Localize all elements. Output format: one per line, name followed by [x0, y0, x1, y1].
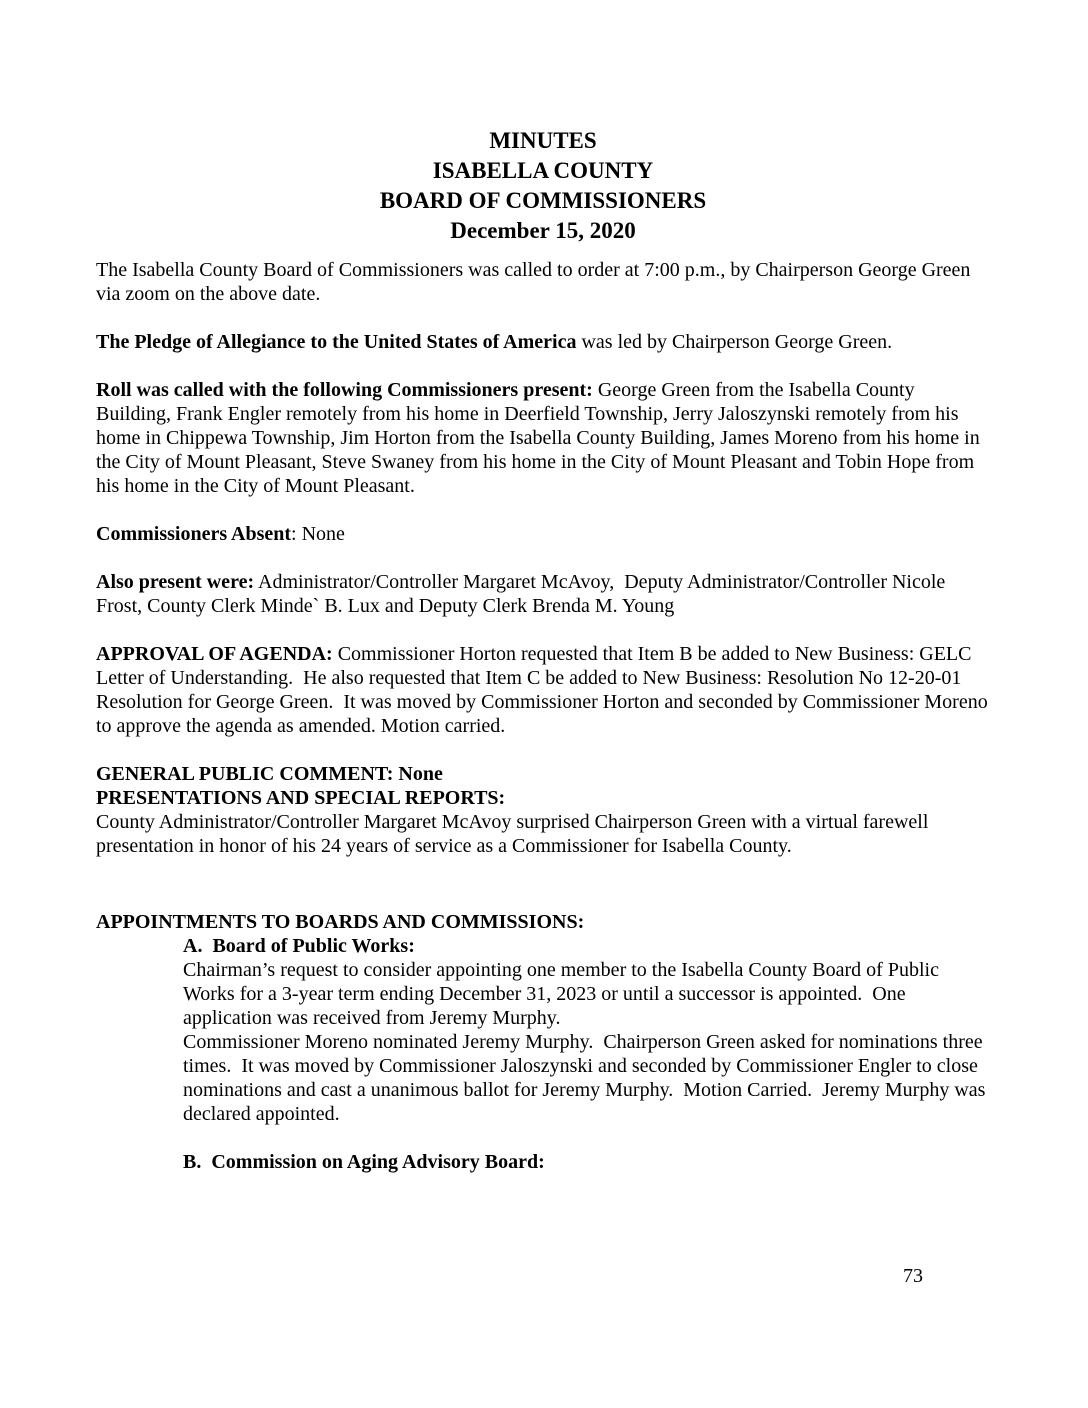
- approval-of-agenda-paragraph: [96, 642, 993, 738]
- approval-of-agenda-lead: APPROVAL OF AGENDA:: [96, 643, 333, 665]
- pledge-text: was led by Chairperson George Green.: [576, 331, 893, 353]
- also-present-text: Administrator/Controller Margaret McAvoy, Deputy Administrator/Controller Nicole Frost, County Clerk Minde` B. Lux and Deputy Clerk Brenda M. Young: [96, 571, 951, 617]
- presentations-heading: PRESENTATIONS AND SPECIAL REPORTS:: [96, 787, 506, 809]
- presentations-paragraph: County Administrator/Controller Margaret McAvoy surprised Chairperson Green with a virtual farewell presentation in honor of his 24 years of service as a Commissioner for Isabella County.: [96, 811, 934, 857]
- pledge-paragraph: [96, 330, 990, 354]
- commissioners-absent-text: : None: [291, 523, 345, 545]
- commissioners-absent-paragraph: [96, 522, 990, 546]
- item-a-heading: A. Board of Public Works:: [183, 935, 415, 957]
- call-to-order-paragraph: The Isabella County Board of Commissioners was called to order at 7:00 p.m., by Chairperson George Green via zoom on the above date.: [96, 259, 976, 305]
- item-a-paragraph-2: Commissioner Moreno nominated Jeremy Murphy. Chairperson Green asked for nominations three times. It was moved by Commissioner Jaloszynski and seconded by Commissioner Engler to close nominations and cast a unanimous ballot for Jeremy Murphy. Motion Carried. Jeremy Murphy was declared appointed.: [183, 1031, 991, 1125]
- roll-call-text: George Green from the Isabella County Building, Frank Engler remotely from his home in Deerfield Township, Jerry Jaloszynski remotely from his home in Chippewa Township, Jim Horton from the Isabella County Building, James Moreno from his home in the City of Mount Pleasant, Steve Swaney from his home in the City of Mount Pleasant and Tobin Hope from his home in the City of Mount Pleasant.: [96, 379, 985, 497]
- title-line-county: ISABELLA COUNTY: [432, 158, 654, 183]
- roll-call-paragraph: [96, 378, 990, 498]
- title-line-board: BOARD OF COMMISSIONERS: [379, 188, 707, 213]
- general-public-comment-heading: GENERAL PUBLIC COMMENT: None: [96, 763, 443, 785]
- approval-of-agenda-text: Commissioner Horton requested that Item B be added to New Business: GELC Letter of Understanding. He also requested that Item C be added to New Business: Resolution No 12-20-01 Resolution for George Green. It was moved by Commissioner Horton and seconded by Commissioner Moreno to approve the agenda as amended. Motion carried.: [96, 643, 993, 737]
- title-line-minutes: MINUTES: [489, 128, 597, 153]
- page-number: 73: [903, 1265, 923, 1287]
- document-title: [96, 126, 990, 246]
- appointments-items: [183, 934, 990, 1174]
- title-line-date: December 15, 2020: [450, 218, 636, 243]
- also-present-lead: Also present were:: [96, 571, 255, 593]
- item-b-heading: B. Commission on Aging Advisory Board:: [183, 1151, 545, 1173]
- item-a-paragraph-1: Chairman’s request to consider appointing one member to the Isabella County Board of Public Works for a 3-year term ending December 31, 2023 or until a successor is appointed. One application was received from Jeremy Murphy.: [183, 959, 944, 1029]
- appointments-heading: APPOINTMENTS TO BOARDS AND COMMISSIONS:: [96, 911, 585, 933]
- commissioners-absent-lead: Commissioners Absent: [96, 523, 292, 545]
- also-present-paragraph: [96, 570, 990, 618]
- pledge-lead: The Pledge of Allegiance to the United States of America: [96, 331, 577, 353]
- roll-call-lead: Roll was called with the following Commissioners present:: [96, 379, 593, 401]
